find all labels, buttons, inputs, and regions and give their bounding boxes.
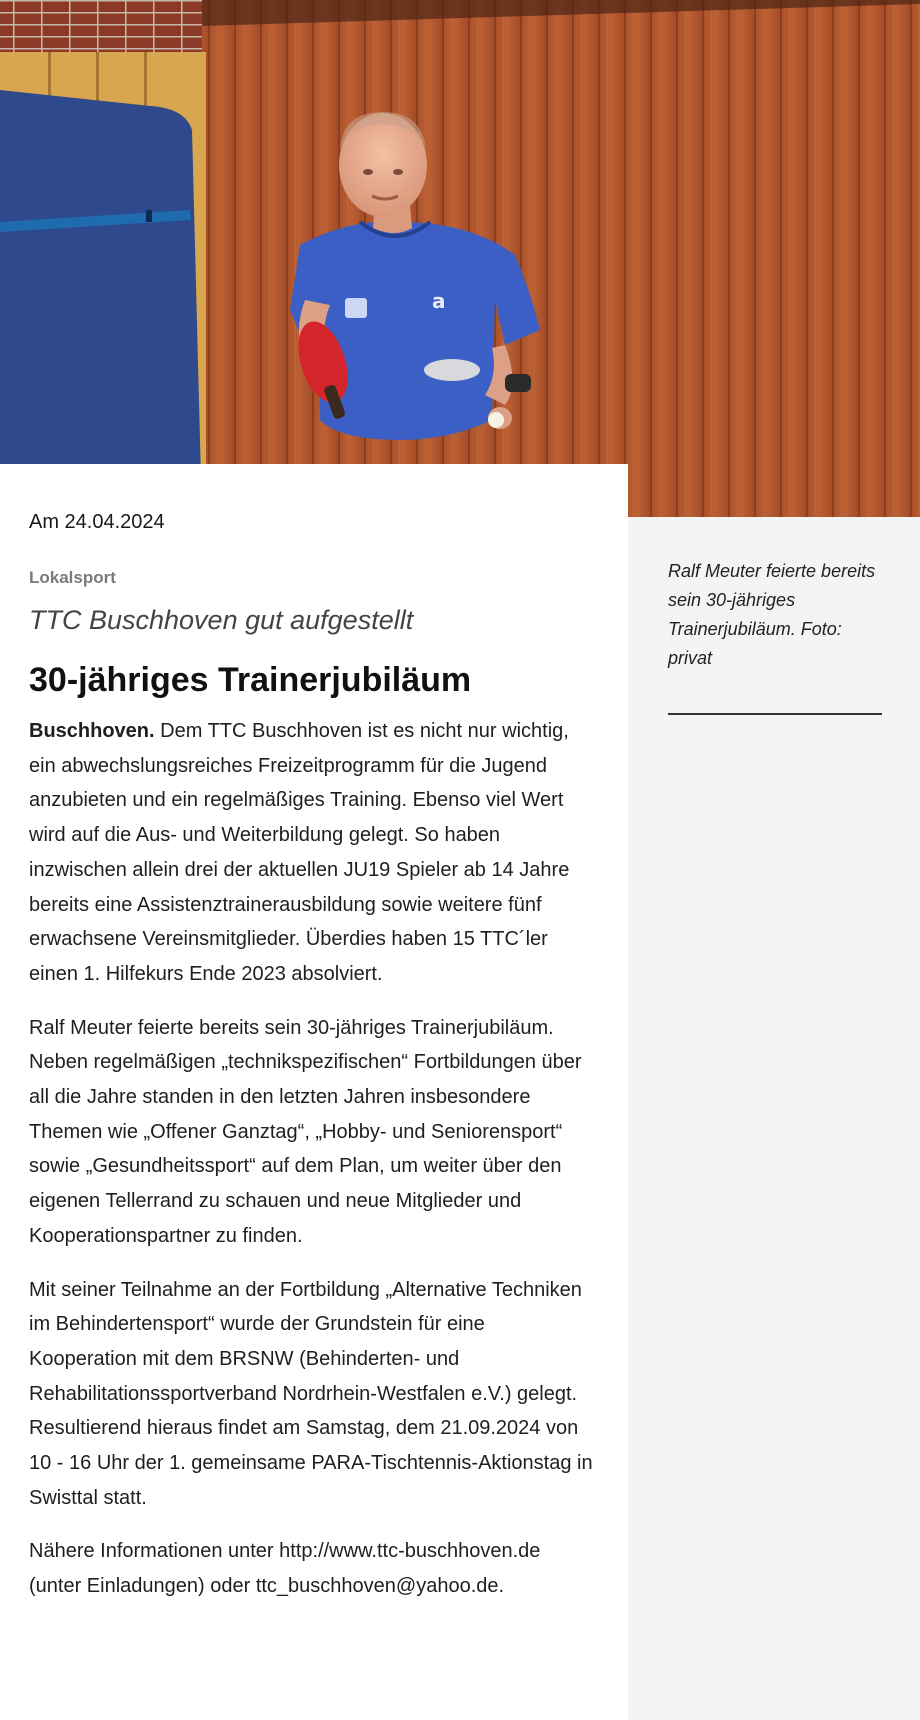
- photo-caption: Ralf Meuter feierte bereits sein 30-jähriges Trainerjubiläum. Foto: privat: [668, 561, 876, 668]
- hero-photo-illustration: [0, 0, 920, 517]
- article-headline: 30-jähriges Trainerjubiläum: [29, 661, 472, 699]
- hero-photo: [0, 0, 920, 517]
- caption-divider: [668, 713, 882, 715]
- svg-text:a: a: [432, 289, 446, 313]
- article-paragraph: Ralf Meuter feierte bereits sein 30-jähriges Trainerjubiläum. Neben regelmäßigen „technikspezifischen“ Fortbildungen über all die Jahre standen in den letzten Jahren insbesondere Themen wie „Offener Ganztag“, „Hobby- und Seniorensport“ sowie „Gesundheitssport“ auf dem Plan, um weiter über den eigenen Tellerrand zu schauen und neue Mitglieder und Kooperationspartner zu finden.: [29, 1016, 582, 1247]
- article-paragraph-contact: Nähere Informationen unter http://www.ttc-buschhoven.de (unter Einladungen) oder ttc_buschhoven@yahoo.de.: [29, 1540, 541, 1598]
- article-body: [29, 714, 599, 1604]
- article-paragraph: [29, 714, 594, 992]
- photo-caption-sidebar: [628, 517, 920, 1720]
- article-date: Am 24.04.2024: [29, 511, 165, 533]
- article-paragraph: Mit seiner Teilnahme an der Fortbildung „Alternative Techniken im Behindertensport“ wurde der Grundstein für eine Kooperation mit dem BRSNW (Behinderten- und Rehabilitationssportverband Nordrhein-Westfalen e.V.) gelegt. Resultierend hieraus findet am Samstag, dem 21.09.2024 von 10 - 16 Uhr der 1. gemeinsame PARA-Tischtennis-Aktionstag in Swisttal statt.: [29, 1278, 593, 1509]
- article-category: Lokalsport: [29, 568, 116, 587]
- paragraph-text: Dem TTC Buschhoven ist es nicht nur wichtig, ein abwechslungsreiches Freizeitprogramm für die Jugend anzubieten und ein regelmäßiges Training. Ebenso viel Wert wird auf die Aus- und Weiterbildung gelegt. So haben inzwischen allein drei der aktuellen JU19 Spieler ab 14 Jahre bereits eine Assistenztrainerausbildung sowie weitere fünf erwachsene Vereinsmitglieder. Überdies haben 15 TTC´ler einen 1. Hilfekurs Ende 2023 absolviert.: [29, 720, 570, 985]
- article-subtitle: TTC Buschhoven gut aufgestellt: [29, 605, 414, 635]
- dateline-place: Buschhoven.: [29, 720, 155, 742]
- article-content: [0, 464, 628, 1720]
